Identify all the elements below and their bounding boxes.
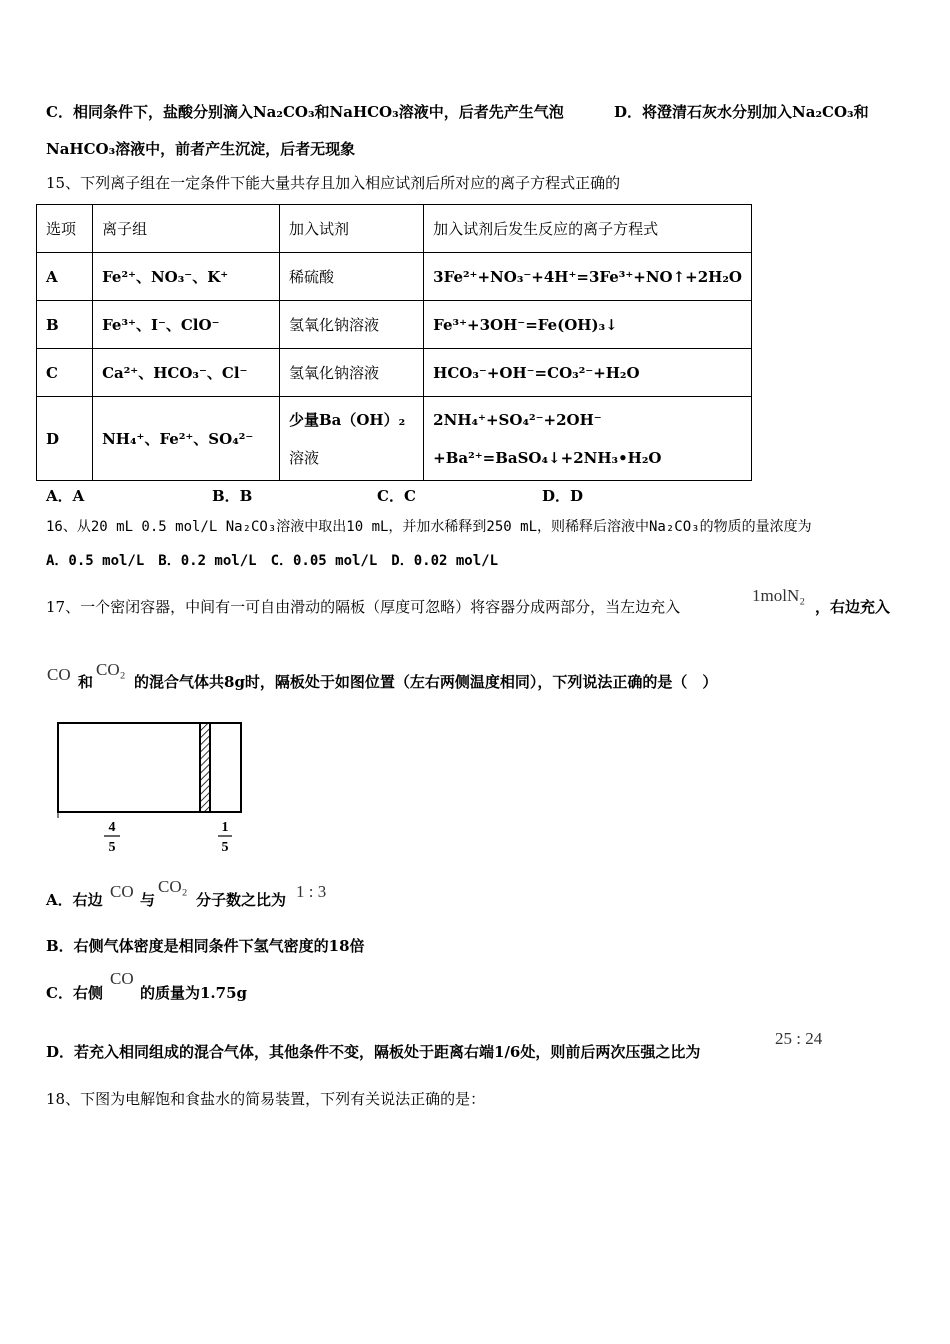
header-cell: 离子组 (93, 205, 280, 253)
right-fraction-numerator: 1 (221, 820, 229, 835)
container-diagram (50, 718, 250, 858)
q15-option-d: D．D (542, 487, 584, 505)
math-co2: CO₂ (96, 660, 126, 679)
header-cell: 选项 (37, 205, 93, 253)
table-header-row (37, 205, 752, 253)
q17-stem-part2: ，右边充入 (815, 598, 891, 616)
left-fraction-numerator: 4 (108, 820, 116, 835)
q16-options: A．0.5 mol/L B．0.2 mol/L C．0.05 mol/L D．0.02 mol/L (46, 553, 499, 569)
equation-line: 2NH₄⁺+SO₄²⁻+2OH⁻ (433, 410, 602, 429)
q17-option-d: D．若充入相同组成的混合气体，其他条件不变，隔板处于距离右端1/6处，则前后两次压强之比为 (46, 1043, 701, 1061)
q15-table (36, 204, 752, 481)
math-co: CO (110, 969, 134, 988)
reagent: 氢氧化钠溶液 (279, 349, 423, 397)
q17-option-a-mid: 与 (140, 891, 156, 909)
header-cell: 加入试剂 (279, 205, 423, 253)
math-1mol-n2: 1molN₂ (752, 586, 806, 605)
q17-and: 和 (78, 673, 94, 691)
q17-option-c-pre: C．右侧 (46, 984, 103, 1002)
reagent-line: 少量Ba（OH）₂ (288, 410, 406, 429)
q17-option-b: B．右侧气体密度是相同条件下氢气密度的18倍 (46, 937, 365, 955)
table-row (37, 301, 752, 349)
table-row (37, 253, 752, 301)
ion-group: NH₄⁺、Fe²⁺、SO₄²⁻ (93, 397, 280, 481)
row-label: B (37, 301, 93, 349)
stem-text: 17、一个密闭容器，中间有一可自由滑动的隔板（厚度可忽略）将容器分成两部分，当左边充入 (46, 598, 681, 616)
q18-stem: 18、下图为电解饱和食盐水的简易装置，下列有关说法正确的是： (46, 1090, 486, 1108)
row-label: C (37, 349, 93, 397)
q17-option-a-pre: A．右边 (46, 891, 103, 909)
q15-option-a: A．A (46, 487, 85, 505)
q15-stem: 15、下列离子组在一定条件下能大量共存且加入相应试剂后所对应的离子方程式正确的 (46, 174, 621, 192)
equation-line: +Ba²⁺=BaSO₄↓+2NH₃•H₂O (433, 448, 662, 467)
reagent: 稀硫酸 (279, 253, 423, 301)
reagent: 氢氧化钠溶液 (279, 301, 423, 349)
header-cell: 加入试剂后发生反应的离子方程式 (424, 205, 752, 253)
q17-stem-part3: 的混合气体共8g时，隔板处于如图位置（左右两侧温度相同），下列说法正确的是（ ） (134, 673, 718, 691)
ionic-equation (424, 397, 752, 481)
ionic-equation: HCO₃⁻+OH⁻=CO₃²⁻+H₂O (424, 349, 752, 397)
q14-option-d-cont: NaHCO₃溶液中，前者产生沉淀，后者无现象 (46, 140, 356, 158)
reagent (279, 397, 423, 481)
math-ratio: 1 : 3 (296, 882, 327, 901)
ion-group: Ca²⁺、HCO₃⁻、Cl⁻ (93, 349, 280, 397)
q15-option-b: B．B (212, 487, 253, 505)
q14-option-d: D．将澄清石灰水分别加入Na₂CO₃和 (614, 103, 869, 121)
ion-group: Fe²⁺、NO₃⁻、K⁺ (93, 253, 280, 301)
math-co: CO (47, 665, 71, 684)
table-row (37, 397, 752, 481)
q17-option-c-post: 的质量为1.75g (140, 984, 248, 1002)
math-co2: CO₂ (158, 877, 188, 896)
math-co: CO (110, 882, 134, 901)
table-row (37, 349, 752, 397)
reagent-line: 溶液 (288, 448, 319, 467)
container-outline (58, 723, 241, 812)
row-label: A (37, 253, 93, 301)
ionic-equation: Fe³⁺+3OH⁻=Fe(OH)₃↓ (424, 301, 752, 349)
q17-stem-part1 (46, 597, 680, 617)
ionic-equation: 3Fe²⁺+NO₃⁻+4H⁺=3Fe³⁺+NO↑+2H₂O (424, 253, 752, 301)
ion-group: Fe³⁺、I⁻、ClO⁻ (93, 301, 280, 349)
partition (200, 723, 210, 812)
math-ratio: 25 : 24 (775, 1029, 823, 1048)
q14-option-c: C．相同条件下，盐酸分别滴入Na₂CO₃和NaHCO₃溶液中，后者先产生气泡 (46, 103, 564, 121)
q16-stem: 16、从20 mL 0.5 mol/L Na₂CO₃溶液中取出10 mL，并加水稀释到250 mL，则稀释后溶液中Na₂CO₃的物质的量浓度为 (46, 519, 812, 535)
row-label: D (37, 397, 93, 481)
q15-option-c: C．C (377, 487, 416, 505)
left-fraction-denominator: 5 (108, 840, 116, 855)
q17-option-a-post: 分子数之比为 (196, 891, 287, 909)
right-fraction-denominator: 5 (221, 840, 229, 855)
